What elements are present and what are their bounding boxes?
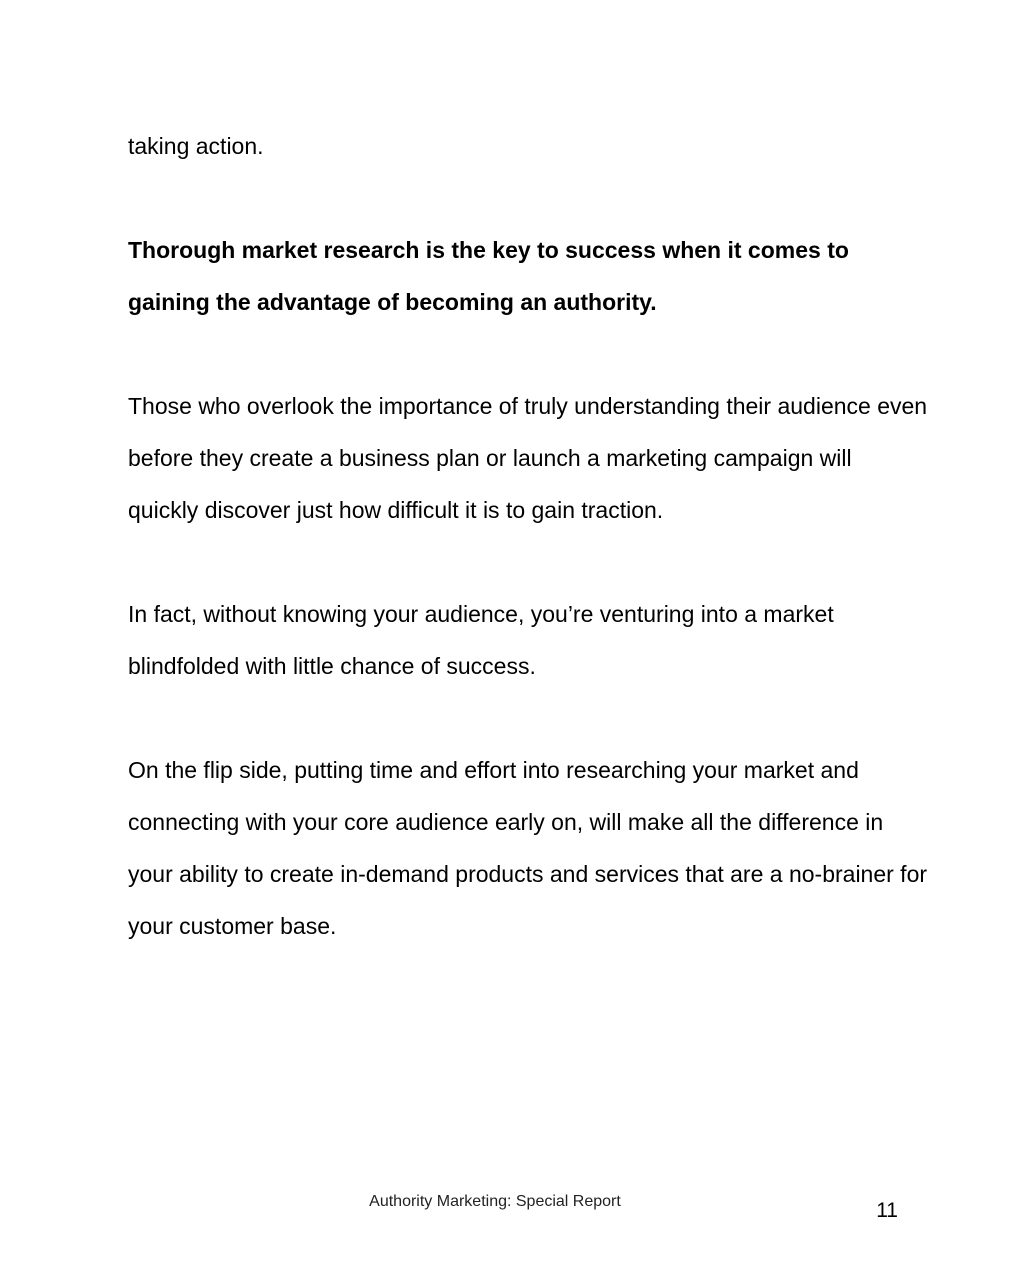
- page-number: 11: [876, 1199, 898, 1222]
- body-text: [128, 120, 928, 1004]
- footer-title: Authority Marketing: Special Report: [369, 1193, 621, 1210]
- paragraph-overlook: Those who overlook the importance of truly understanding their audience even before they create a business plan or launch a marketing campaign will quickly discover just how difficult it is to gain traction.: [128, 393, 928, 523]
- paragraph-key-statement: Thorough market research is the key to success when it comes to gaining the advantage of becoming an authority.: [128, 237, 849, 315]
- paragraph-in-fact: In fact, without knowing your audience, you’re venturing into a market blindfolded with little chance of success.: [128, 601, 834, 679]
- paragraph-flip-side: On the flip side, putting time and effort into researching your market and connecting with your core audience early on, will make all the difference in your ability to create in-demand products and services that are a no-brainer for your customer base.: [128, 757, 928, 939]
- paragraph-continuation: taking action.: [128, 133, 264, 159]
